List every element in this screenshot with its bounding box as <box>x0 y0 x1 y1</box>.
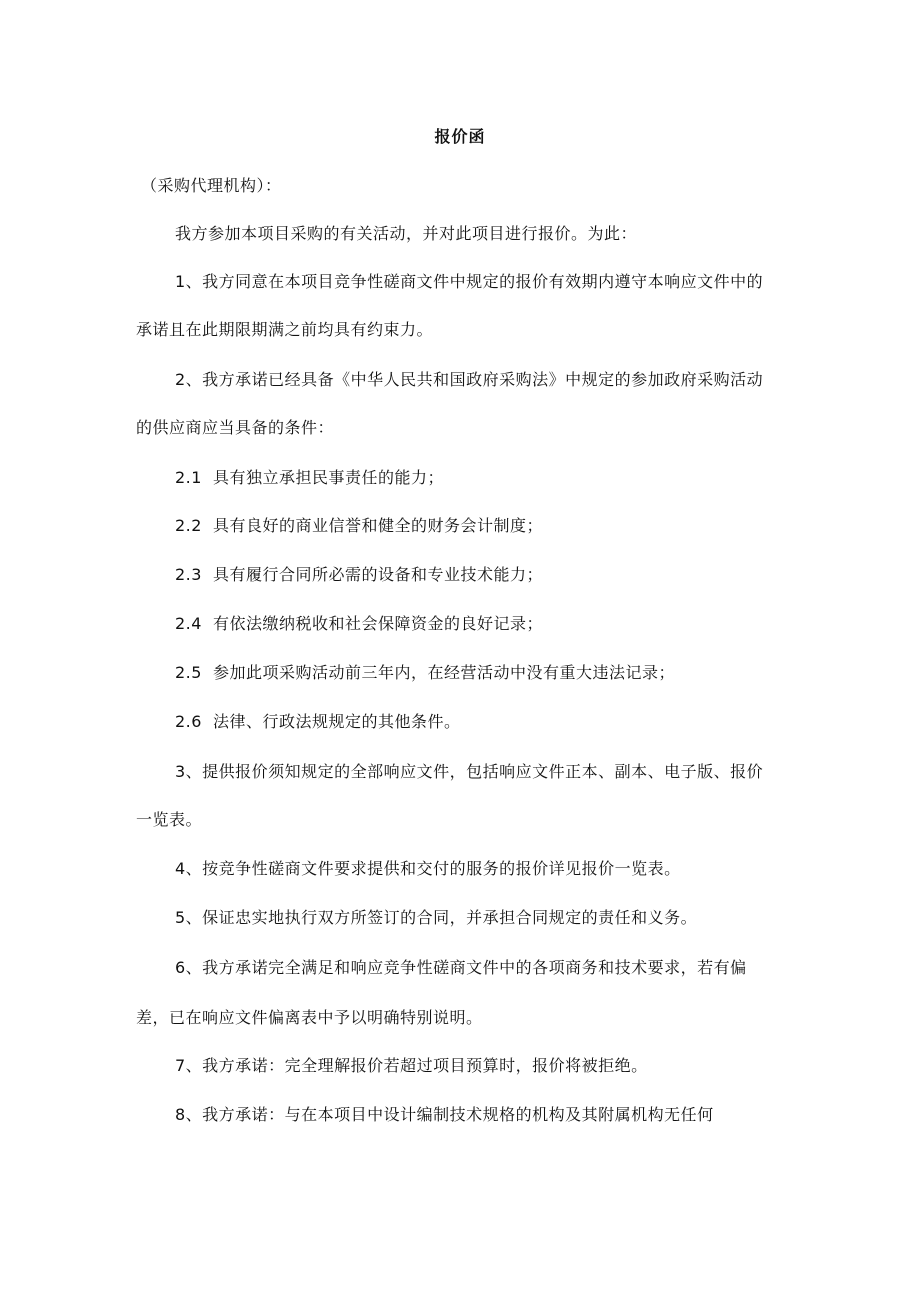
clause-1-line-2: 承诺且在此期限期满之前均具有约束力。 <box>136 320 434 339</box>
subclause-number: 2.1 <box>175 468 202 487</box>
subclause-number: 2.2 <box>175 516 202 535</box>
subclause-text: 有依法缴纳税收和社会保障资金的良好记录； <box>213 614 544 633</box>
subclause-text: 具有独立承担民事责任的能力； <box>213 468 445 487</box>
subclause-item <box>175 466 444 490</box>
subclause-text: 具有良好的商业信誉和健全的财务会计制度； <box>213 516 544 535</box>
clause-3-line-1: 3、提供报价须知规定的全部响应文件，包括响应文件正本、副本、电子版、报价 <box>175 762 764 781</box>
subclause-number: 2.4 <box>175 614 202 633</box>
addressee-line: （采购代理机构）： <box>141 176 282 195</box>
clause-8: 8、我方承诺：与在本项目中设计编制技术规格的机构及其附属机构无任何 <box>175 1105 714 1124</box>
subclause-item <box>175 661 675 685</box>
subclause-item <box>175 612 543 636</box>
subclause-item <box>175 514 543 538</box>
subclause-text: 法律、行政法规规定的其他条件。 <box>213 712 461 731</box>
clause-2-line-2: 的供应商应当具备的条件： <box>136 418 335 437</box>
clause-7: 7、我方承诺：完全理解报价若超过项目预算时，报价将被拒绝。 <box>175 1056 648 1075</box>
clause-1-line-1: 1、我方同意在本项目竞争性磋商文件中规定的报价有效期内遵守本响应文件中的 <box>175 272 764 291</box>
subclause-text: 具有履行合同所必需的设备和专业技术能力； <box>213 565 544 584</box>
subclause-item <box>175 710 461 734</box>
clause-3-line-2: 一览表。 <box>136 810 203 829</box>
subclause-number: 2.5 <box>175 663 202 682</box>
clause-6-line-1: 6、我方承诺完全满足和响应竞争性磋商文件中的各项商务和技术要求，若有偏 <box>175 958 747 977</box>
subclause-number: 2.6 <box>175 712 202 731</box>
clause-4: 4、按竞争性磋商文件要求提供和交付的服务的报价详见报价一览表。 <box>175 859 681 878</box>
clause-5: 5、保证忠实地执行双方所签订的合同，并承担合同规定的责任和义务。 <box>175 908 698 927</box>
clause-6-line-2: 差，已在响应文件偏离表中予以明确特别说明。 <box>136 1008 483 1027</box>
subclause-number: 2.3 <box>175 565 202 584</box>
intro-paragraph: 我方参加本项目采购的有关活动，并对此项目进行报价。为此： <box>175 224 638 243</box>
subclause-item <box>175 563 543 587</box>
document-title: 报价函 <box>434 127 486 146</box>
subclause-text: 参加此项采购活动前三年内，在经营活动中没有重大违法记录； <box>213 663 676 682</box>
clause-2-line-1: 2、我方承诺已经具备《中华人民共和国政府采购法》中规定的参加政府采购活动 <box>175 370 764 389</box>
